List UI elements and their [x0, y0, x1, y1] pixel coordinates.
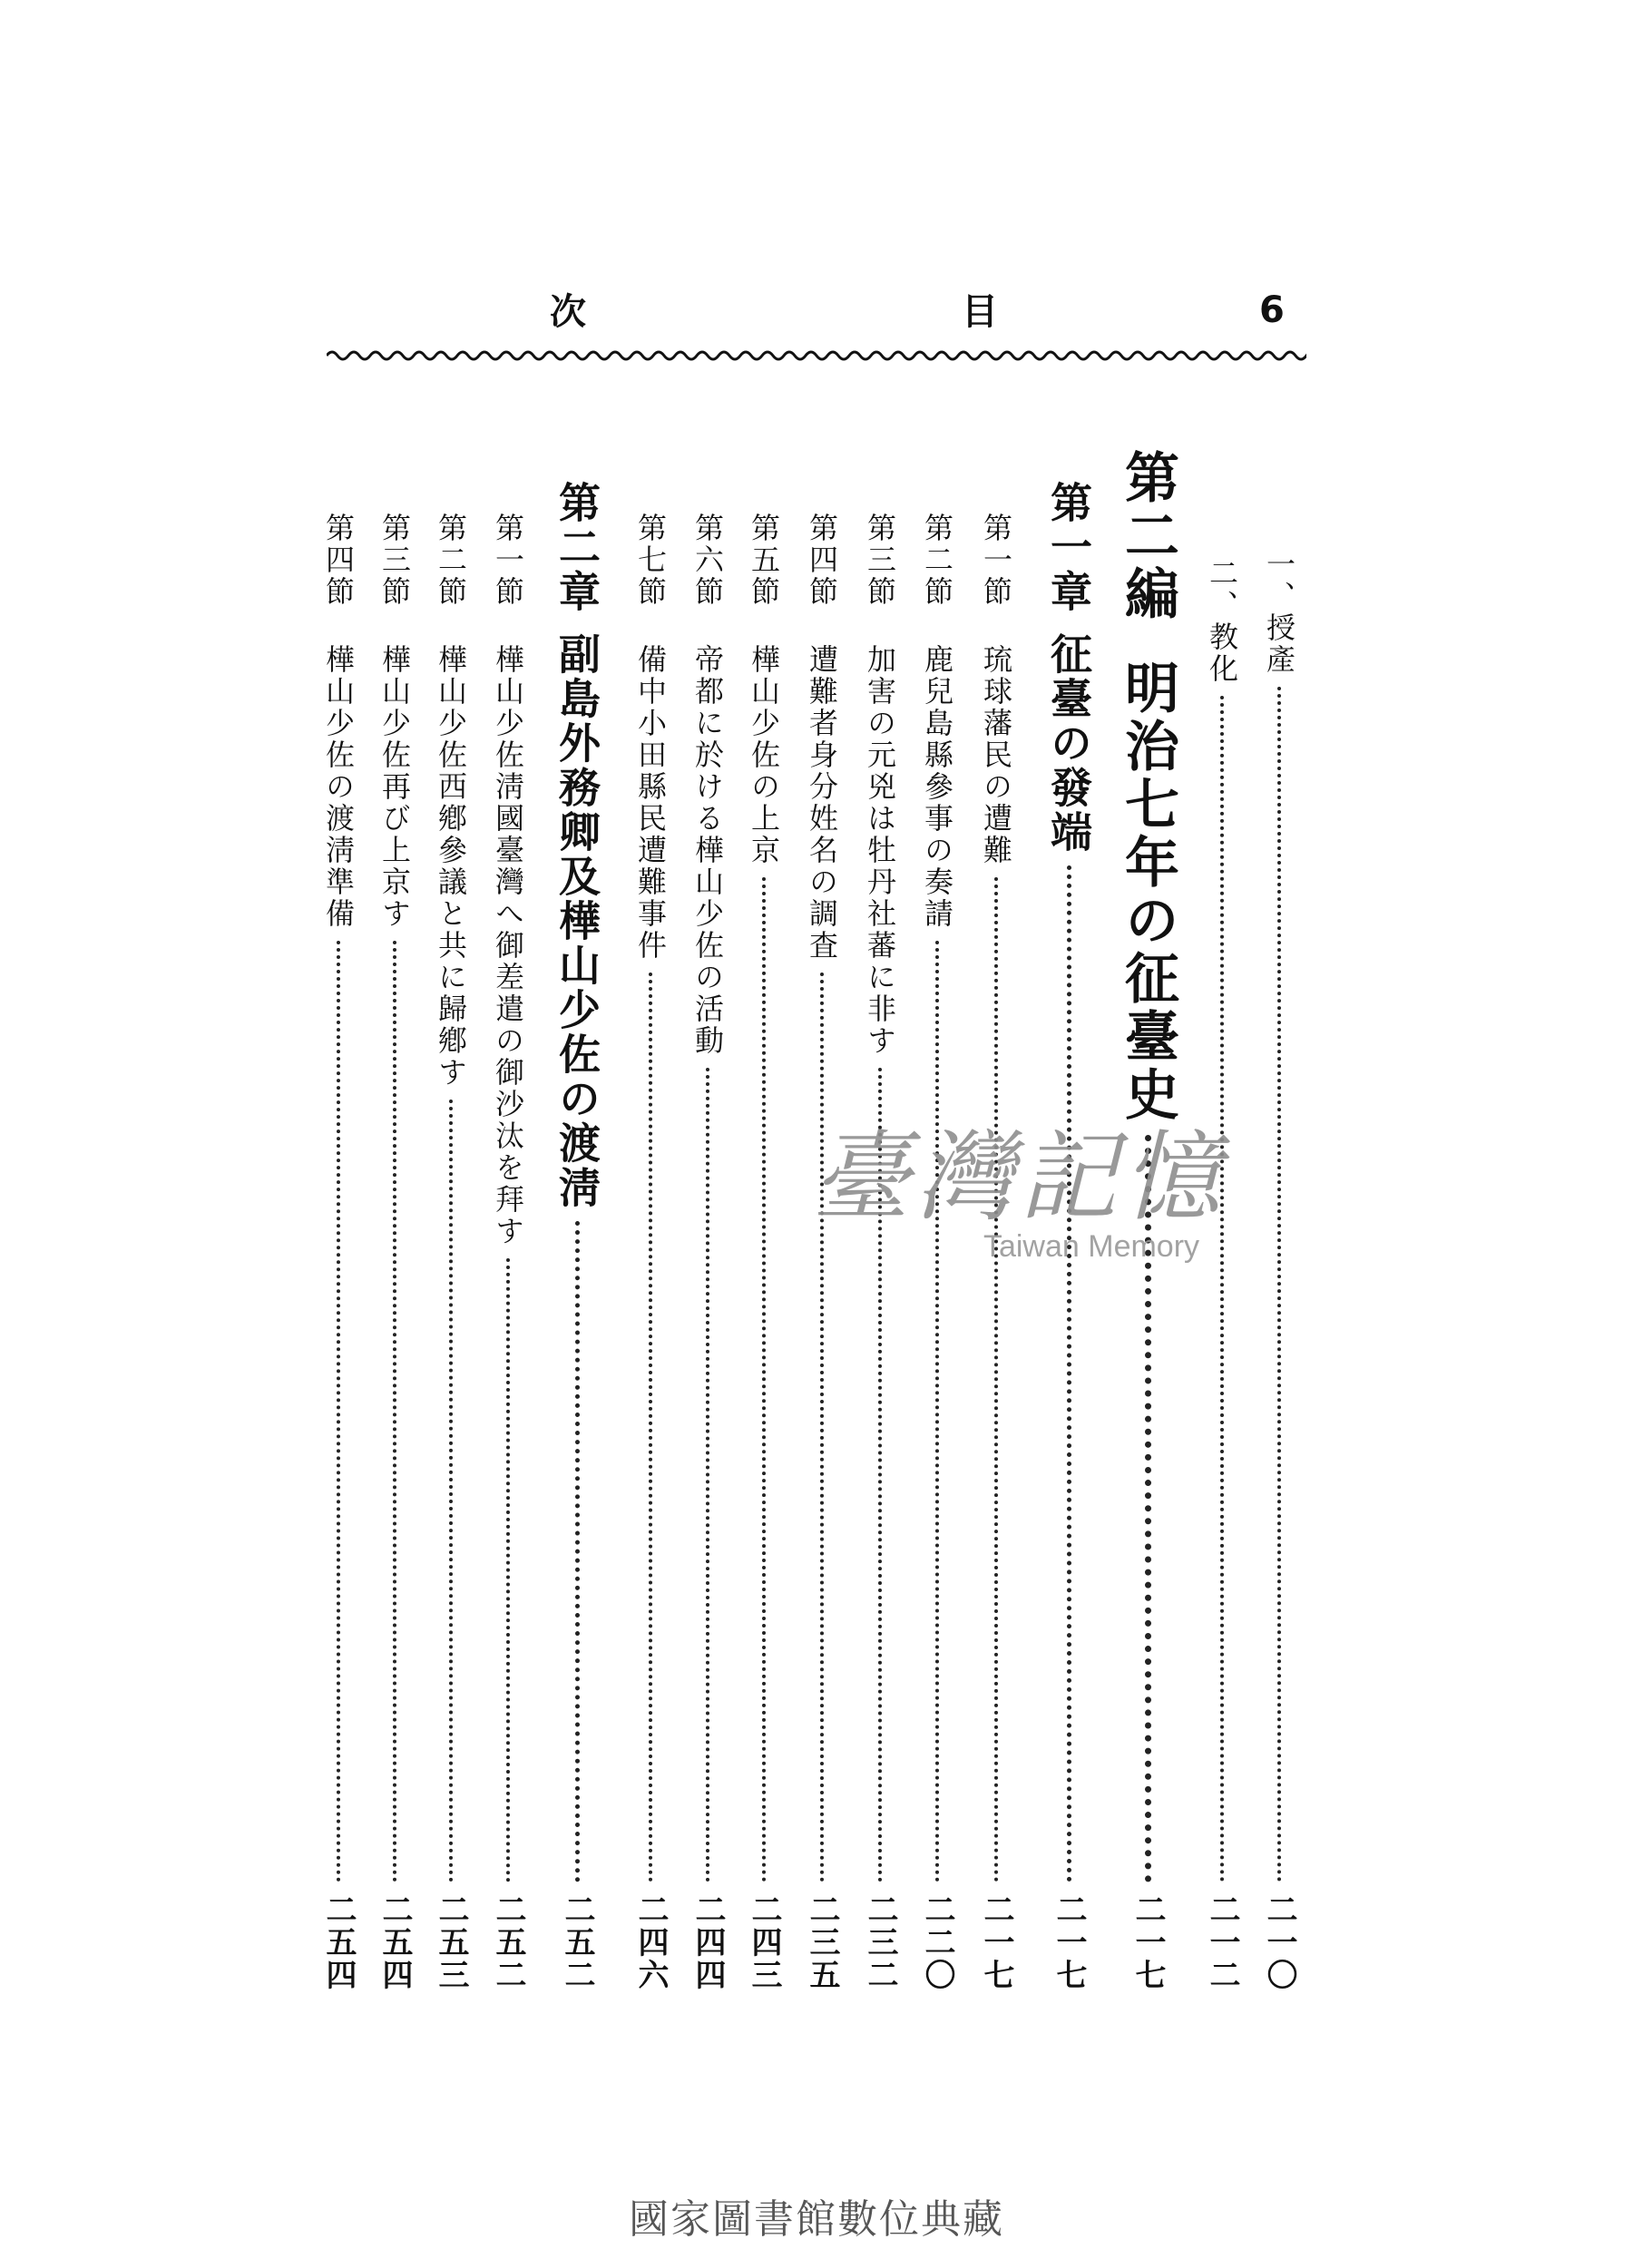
toc-chapter-2 — [550, 481, 604, 1991]
toc-section-2-1 — [481, 513, 535, 1991]
leader-dots — [337, 941, 340, 1882]
leader-dots — [820, 973, 824, 1882]
page-number: 6 — [1259, 289, 1285, 331]
leader-dots — [935, 941, 939, 1882]
toc-section-page: 二五四 — [320, 1893, 357, 1991]
header-wavy-rule — [327, 347, 1306, 365]
toc-section-page: 二二〇 — [919, 1893, 955, 1991]
watermark-main-text: 臺灣記憶 — [812, 1121, 1227, 1235]
leader-dots — [1277, 687, 1281, 1882]
toc-section-title: 樺山少佐の上京 — [747, 644, 781, 866]
toc-section-page: 二五三 — [433, 1893, 469, 1991]
toc-section-number: 第七節 — [633, 513, 668, 608]
toc-item-2 — [1195, 558, 1249, 1991]
toc-chapter-title: 副島外務卿及樺山少佐の渡淸 — [552, 632, 601, 1210]
toc-section-number: 第三節 — [377, 513, 412, 608]
toc-chapter-number: 第二章 — [552, 481, 601, 614]
toc-section-number: 第四節 — [805, 513, 839, 608]
leader-dots — [1067, 865, 1071, 1882]
footer-archive-label: 國家圖書館數位典藏 — [629, 2196, 1004, 2243]
toc-section-page: 二三五 — [804, 1893, 840, 1991]
toc-section-page: 二三二 — [862, 1893, 898, 1991]
toc-section-title: 遭難者身分姓名の調査 — [805, 644, 839, 962]
leader-dots — [506, 1258, 510, 1882]
toc-chapter-number: 第一章 — [1044, 481, 1093, 614]
toc-section-title: 樺山少佐西鄕參議と共に歸鄕す — [434, 644, 468, 1089]
toc-section-title: 備中小田縣民遭難事件 — [633, 644, 668, 962]
toc-section-page: 二四四 — [689, 1893, 726, 1991]
leader-dots — [994, 877, 998, 1882]
toc-section-number: 第二節 — [434, 513, 468, 608]
toc-item-title: 授產 — [1262, 612, 1296, 676]
toc-item-title: 教化 — [1205, 621, 1239, 685]
toc-section-6 — [680, 513, 735, 1991]
toc-section-number: 第六節 — [690, 513, 725, 608]
toc-chapter-page: 二五二 — [559, 1893, 595, 1991]
toc-section-2-3 — [367, 513, 422, 1991]
leader-dots — [1220, 696, 1224, 1882]
toc-section-title: 樺山少佐再び上京す — [377, 644, 412, 930]
toc-section-number: 第一節 — [491, 513, 525, 608]
toc-section-page: 二五四 — [376, 1893, 413, 1991]
toc-section-number: 第二節 — [920, 513, 954, 608]
toc-section-title: 樺山少佐の渡淸準備 — [321, 644, 356, 930]
toc-part-number: 第二編 — [1116, 449, 1179, 623]
toc-section-2-2 — [424, 513, 478, 1991]
toc-section-page: 二四三 — [746, 1893, 782, 1991]
leader-dots — [575, 1221, 580, 1882]
leader-dots — [706, 1068, 709, 1882]
watermark-sub-text: Taiwan Memory — [983, 1229, 1200, 1264]
toc-section-title: 樺山少佐淸國臺灣へ御差遣の御沙汰を拜す — [491, 644, 525, 1247]
toc-section-number: 第五節 — [747, 513, 781, 608]
leader-dots — [393, 941, 396, 1882]
toc-section-page: 二五二 — [490, 1893, 526, 1991]
toc-section-title: 鹿兒島縣參事の奏請 — [920, 644, 954, 930]
toc-part-page: 二一七 — [1129, 1893, 1166, 1991]
leader-dots — [449, 1100, 453, 1882]
toc-section-page: 二一七 — [978, 1893, 1014, 1991]
toc-item-page: 二一二 — [1204, 1893, 1240, 1991]
toc-section-page: 二四六 — [632, 1893, 669, 1991]
toc-chapter-page: 二一七 — [1051, 1893, 1087, 1991]
leader-dots — [762, 877, 766, 1882]
taiwan-memory-watermark — [812, 1121, 1227, 1265]
toc-section-title: 琉球藩民の遭難 — [979, 644, 1013, 866]
header-char-left: 次 — [550, 290, 586, 333]
toc-section-5 — [737, 513, 791, 1991]
toc-section-number: 第三節 — [863, 513, 897, 608]
toc-item-1 — [1252, 549, 1306, 1991]
header-char-center: 目 — [962, 290, 998, 333]
leader-dots — [649, 973, 652, 1882]
toc-item-page: 二一〇 — [1261, 1893, 1297, 1991]
toc-section-number: 第四節 — [321, 513, 356, 608]
toc-section-2-4 — [311, 513, 366, 1991]
toc-chapter-title: 征臺の發端 — [1044, 632, 1093, 855]
toc-section-number: 第一節 — [979, 513, 1013, 608]
toc-item-number: 一、 — [1262, 549, 1296, 612]
toc-section-title: 加害の元兇は牡丹社蕃に非す — [863, 644, 897, 1057]
toc-item-number: 二、 — [1205, 558, 1239, 621]
toc-part-title: 明治七年の征臺史 — [1116, 660, 1179, 1124]
toc-section-7 — [623, 513, 678, 1991]
toc-section-title: 帝都に於ける樺山少佐の活動 — [690, 644, 725, 1057]
